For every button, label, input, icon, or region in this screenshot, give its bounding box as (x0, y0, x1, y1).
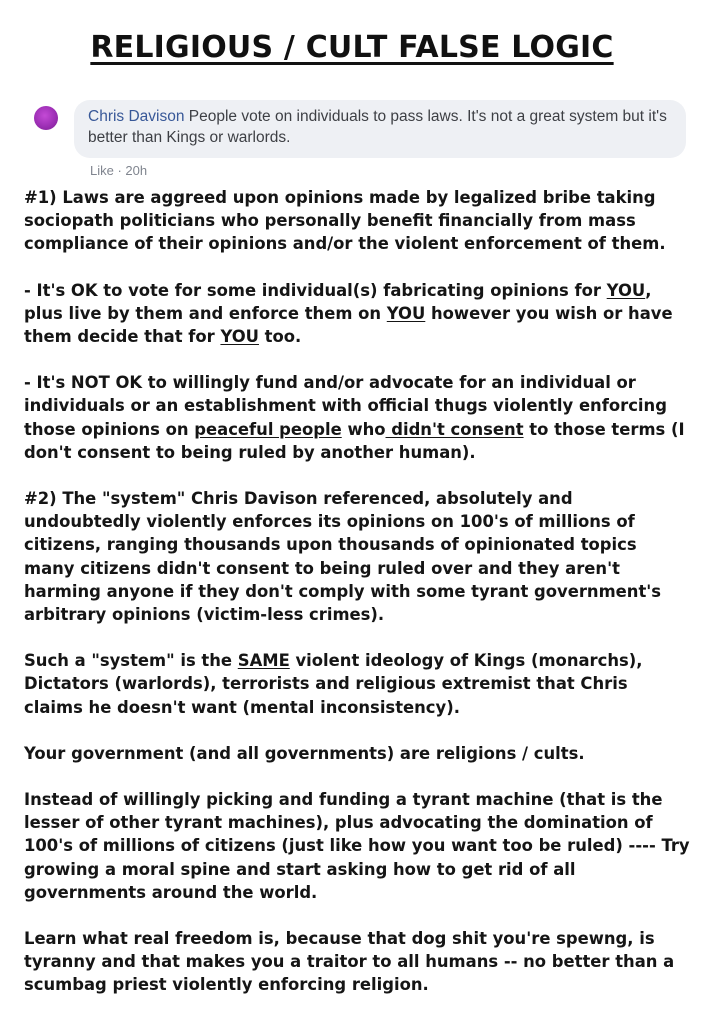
paragraph-4: #2) The "system" Chris Davison referenced, absolutely and undoubtedly violently enforces its opinions on 100's of millions of citizens, ranging thousands upon thousands of opinionated topics many citizens didn't consent to being ruled over and they aren't harming anyone if they don't comply with some tyrant government's arbitrary opinions (victim-less crimes). (24, 489, 662, 625)
meta-separator: · (113, 163, 126, 178)
page-title: RELIGIOUS / CULT FALSE LOGIC (90, 30, 614, 65)
paragraph-7: Instead of willingly picking and funding a tyrant machine (that is the lesser of other tyrant machines), plus advocating the domination of 100's of millions of citizens (just like how you want too be ruled) ---- Try growing a moral spine and start asking how to get rid of all governments around the world. (24, 790, 690, 902)
avatar[interactable] (34, 106, 58, 130)
p2-text-b: , plus live by them and enforce them on (24, 280, 652, 323)
p3-text-a: - It's NOT OK to willingly fund and/or advocate for an individual or individuals or an establishment with official thugs violently enforcing those opinions on (24, 373, 667, 439)
p2-text-a: - It's OK to vote for some individual(s) fabricating opinions for (24, 280, 607, 300)
p2-text-c: however you wish or have them decide that for (24, 303, 673, 347)
facebook-comment (34, 100, 694, 190)
p5-text-a: Such a "system" is the (24, 651, 238, 671)
article-body (24, 186, 692, 1020)
p2-you-2: YOU (386, 303, 426, 323)
p2-you-1: YOU (606, 280, 646, 300)
p3-peaceful-people: peaceful people (194, 419, 342, 439)
paragraph-8: Learn what real freedom is, because that dog shit you're spewng, is tyranny and that makes you a traitor to all humans -- no better than a scumbag priest violently enforcing religion. (24, 929, 675, 995)
p5-same: SAME (237, 651, 290, 671)
comment-author-link[interactable]: Chris Davison (88, 108, 185, 125)
paragraph-6: Your government (and all governments) are religions / cults. (24, 743, 585, 763)
paragraph-1: #1) Laws are aggreed upon opinions made by legalized bribe taking sociopath politicians who personally benefit financially from mass compliance of their opinions and/or the violent enforcement of them. (24, 188, 666, 254)
p2-text-d: too. (258, 327, 302, 347)
paragraph-2 (24, 279, 692, 349)
p3-text-b: who (341, 419, 386, 439)
comment-text: People vote on individuals to pass laws. It's not a great system but it's better than Kings or warlords. (88, 108, 667, 146)
paragraph-3 (24, 371, 692, 464)
like-link[interactable]: Like (90, 163, 114, 178)
paragraph-5 (24, 649, 692, 719)
p2-you-3: YOU (220, 327, 259, 347)
p3-text-c: to those terms (I don't consent to being ruled by another human). (24, 419, 685, 462)
comment-meta (90, 163, 147, 178)
comment-time[interactable]: 20h (125, 163, 148, 178)
comment-bubble (74, 100, 686, 158)
p5-text-b: violent ideology of Kings (monarchs), Dictators (warlords), terrorists and religious extremist that Chris claims he doesn't want (mental inconsistency). (24, 651, 643, 717)
p3-didnt-consent: didn't consent (385, 419, 524, 439)
